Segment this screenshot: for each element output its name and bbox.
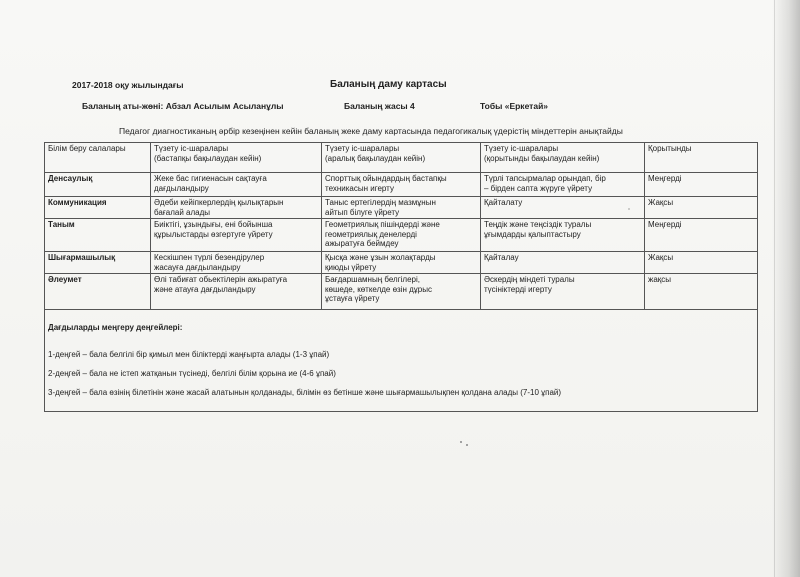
result-cell: Меңгерді [645,173,758,197]
legend-line: 2-деңгей – бала не істеп жатқанын түсінеді, белгілі білім қорына ие (4-6 ұпай) [48,368,336,378]
area-cell: Таным [45,219,151,252]
legend-line: 3-деңгей – бала өзінің білетінін және жасай алатынын қолданады, білімін өз бетінше және шығармашылықпен қолдана алады (7-10 ұпай) [48,387,562,397]
table-row [45,197,758,219]
area-cell: Денсаулық [45,173,151,197]
table-cell: Әскердің міндеті туралы түсініктерді игерту [481,274,645,310]
header-cell: Түзету іс-шаралары (бастапқы бақылаудан кейін) [151,143,322,173]
description-text: Педагог диагностиканың әрбір кезеңінен кейін баланың жеке даму картасында педагогикалық үдерістің міндеттерін анықтайды [119,126,623,136]
area-cell: Шығармашылық [45,252,151,274]
scan-speck [628,208,630,210]
child-name: Баланың аты-жөні: Абзал Асылым Асыланұлы [82,101,284,111]
table-cell: Әдеби кейіпкерлердің қылықтарын бағалай алады [151,197,322,219]
academic-year: 2017-2018 оқу жылындағы [72,80,184,90]
table-header-row [45,143,758,173]
legend-cell [45,310,758,412]
result-cell: Меңгерді [645,219,758,252]
legend-title: Дағдыларды меңгеру деңгейлері: [48,322,183,332]
result-cell: Жақсы [645,252,758,274]
legend-line: 1-деңгей – бала белгілі бір қимыл мен біліктерді жаңғырта алады (1-3 ұпай) [48,349,330,359]
table-row [45,219,758,252]
group-name: Тобы «Еркетай» [480,101,549,111]
child-age: Баланың жасы 4 [344,101,415,111]
header-cell: Түзету іс-шаралары (аралық бақылаудан кейін) [322,143,481,173]
table-cell: Теңдік және теңсіздік туралы ұғымдарды қалыптастыру [481,219,645,252]
page-title: Баланың даму картасы [330,79,447,90]
area-cell: Коммуникация [45,197,151,219]
page-edge-shadow [772,0,800,577]
header-cell: Білім беру салалары [45,143,151,173]
table-cell: Қайталау [481,252,645,274]
scan-speck [460,441,462,443]
table-cell: Спорттық ойындардың бастапқы техникасын игерту [322,173,481,197]
area-cell: Әлеумет [45,274,151,310]
table-cell: Биіктігі, ұзындығы, ені бойынша құрылыстарды өзгертуге үйрету [151,219,322,252]
table-cell: Геометриялық пішіндерді және геометриялық денелерді ажыратуға беймдеу [322,219,481,252]
table-cell: Қысқа және ұзын жолақтарды қиюды үйрету [322,252,481,274]
result-cell: жақсы [645,274,758,310]
table-cell: Қайталату [481,197,645,219]
table-cell: Түрлі тапсырмалар орындап, бір – бірден сапта жүруге үйрету [481,173,645,197]
table-row [45,274,758,310]
result-cell: Жақсы [645,197,758,219]
development-table [44,142,758,412]
legend-row [45,310,758,412]
header-cell: Қорытынды [645,143,758,173]
table-cell: Кескішпен түрлі безендірулер жасауға дағдыландыру [151,252,322,274]
table-cell: Таныс ертегілердің мазмұнын айтып білуге үйрету [322,197,481,219]
header-cell: Түзету іс-шаралары (қорытынды бақылаудан кейін) [481,143,645,173]
table-row [45,173,758,197]
table-cell: Өлі табиғат обьектілерін ажыратуға және атауға дағдыландыру [151,274,322,310]
scan-speck [466,444,468,446]
table-cell: Бағдаршамның белгілері, көшеде, көткелде өзін дұрыс ұстауға үйрету [322,274,481,310]
table-row [45,252,758,274]
table-cell: Жеке бас гигиенасын сақтауға дағдыландыру [151,173,322,197]
